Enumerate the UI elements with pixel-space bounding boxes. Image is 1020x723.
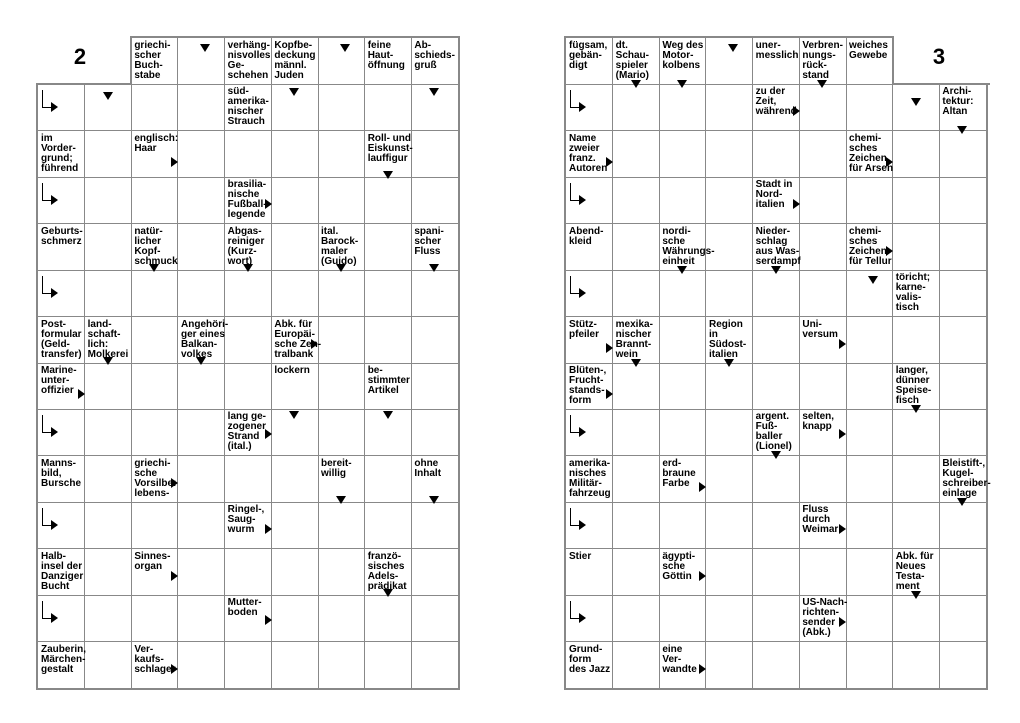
answer-cell[interactable] — [131, 409, 178, 456]
arrow-down-icon — [383, 411, 393, 419]
clue-cell: nordi- sche Währungs- einheit — [659, 224, 706, 271]
clue-cell: im Vorder- grund; führend — [38, 131, 85, 178]
clue-cell: Ver- kaufs- schlager — [131, 642, 178, 689]
answer-cell[interactable] — [318, 642, 365, 689]
arrow-down-icon — [677, 80, 687, 88]
answer-cell[interactable] — [178, 224, 225, 271]
answer-cell[interactable] — [318, 84, 365, 131]
clue-cell: griechi- scher Buch- stabe — [131, 38, 178, 85]
answer-cell[interactable] — [659, 317, 706, 364]
clue-cell: Zauberin, Märchen- gestalt — [38, 642, 85, 689]
answer-cell[interactable] — [178, 363, 225, 410]
clue-cell: Name zweier franz. Autoren — [566, 131, 613, 178]
clue-cell: chemi- sches Zeichen für Tellur — [846, 224, 893, 271]
answer-cell[interactable] — [318, 502, 365, 549]
answer-cell[interactable] — [365, 595, 412, 642]
answer-cell[interactable] — [706, 363, 753, 410]
answer-cell[interactable] — [225, 549, 272, 596]
answer-cell[interactable] — [893, 177, 940, 224]
clue-cell: Stier — [566, 549, 613, 596]
answer-cell[interactable] — [613, 131, 660, 178]
answer-cell[interactable] — [799, 177, 846, 224]
bent-arrow-icon — [42, 90, 62, 114]
right-crossword-grid — [564, 36, 991, 690]
answer-cell[interactable] — [753, 642, 800, 689]
answer-cell[interactable] — [893, 595, 940, 642]
answer-cell[interactable] — [318, 270, 365, 317]
arrow-down-icon — [196, 357, 206, 365]
clue-cell: Archi- tektur: Altan — [939, 84, 986, 131]
answer-cell[interactable] — [85, 595, 132, 642]
arrow-down-icon — [336, 264, 346, 272]
arrow-right-icon — [839, 339, 846, 349]
answer-cell[interactable] — [365, 270, 412, 317]
answer-cell[interactable] — [939, 177, 986, 224]
clue-cell: eine Ver- wandte — [659, 642, 706, 689]
clue-cell: selten, knapp — [799, 409, 846, 456]
answer-cell[interactable] — [846, 502, 893, 549]
clue-cell: erd- braune Farbe — [659, 456, 706, 503]
answer-cell[interactable] — [178, 456, 225, 503]
clue-cell: Abend- kleid — [566, 224, 613, 271]
clue-cell: Kopfbe- deckung männl. Juden — [271, 38, 318, 85]
clue-cell: Abk. für Neues Testa- ment — [893, 549, 940, 596]
answer-cell[interactable] — [799, 131, 846, 178]
answer-cell[interactable] — [659, 502, 706, 549]
answer-cell[interactable] — [753, 502, 800, 549]
answer-cell[interactable] — [613, 224, 660, 271]
arrow-right-icon — [265, 429, 272, 439]
answer-cell[interactable] — [85, 270, 132, 317]
answer-cell[interactable] — [893, 84, 940, 131]
answer-cell[interactable] — [613, 84, 660, 131]
answer-cell[interactable] — [365, 502, 412, 549]
answer-cell[interactable] — [411, 409, 458, 456]
answer-cell[interactable] — [131, 595, 178, 642]
clue-cell: Verbren- nungs- rück- stand — [799, 38, 846, 85]
clue-cell: dt. Schau- spieler (Mario) — [613, 38, 660, 85]
clue-cell: argent. Fuß- baller (Lionel) — [753, 409, 800, 456]
answer-cell[interactable] — [225, 456, 272, 503]
answer-cell[interactable] — [613, 642, 660, 689]
arrow-down-icon — [103, 92, 113, 100]
clue-cell: englisch: Haar — [131, 131, 178, 178]
answer-cell[interactable] — [131, 84, 178, 131]
answer-cell[interactable] — [411, 131, 458, 178]
answer-cell[interactable] — [131, 363, 178, 410]
clue-cell: Marine- unter- offizier — [38, 363, 85, 410]
arrow-right-icon — [265, 199, 272, 209]
arrow-right-icon — [886, 246, 893, 256]
answer-cell[interactable] — [131, 177, 178, 224]
arrow-down-icon — [911, 591, 921, 599]
arrow-right-icon — [699, 571, 706, 581]
answer-cell[interactable] — [799, 456, 846, 503]
clue-cell: amerika- nisches Militär- fahrzeug — [566, 456, 613, 503]
clue-cell: Angehöri- ger eines Balkan- volkes — [178, 317, 225, 364]
arrow-down-icon — [429, 496, 439, 504]
arrow-down-icon — [149, 264, 159, 272]
answer-cell[interactable] — [893, 224, 940, 271]
clue-cell: Uni- versum — [799, 317, 846, 364]
answer-cell[interactable] — [659, 409, 706, 456]
clue-cell: ohne Inhalt — [411, 456, 458, 503]
clue-cell: Bleistift-, Kugel- schreiber- einlage — [939, 456, 986, 503]
arrow-down-icon — [957, 126, 967, 134]
answer-cell[interactable] — [799, 642, 846, 689]
bent-arrow-icon — [42, 415, 62, 439]
answer-cell[interactable] — [271, 642, 318, 689]
arrow-right-icon — [606, 389, 613, 399]
answer-cell[interactable] — [939, 595, 986, 642]
answer-cell[interactable] — [411, 363, 458, 410]
answer-cell[interactable] — [753, 131, 800, 178]
answer-cell[interactable] — [411, 642, 458, 689]
answer-cell[interactable] — [893, 642, 940, 689]
answer-cell[interactable] — [659, 363, 706, 410]
answer-cell[interactable] — [225, 363, 272, 410]
left-crossword-grid — [36, 36, 460, 690]
arrow-down-icon — [289, 411, 299, 419]
answer-cell[interactable] — [846, 177, 893, 224]
clue-cell: zu der Zeit, während — [753, 84, 800, 131]
answer-cell[interactable] — [318, 363, 365, 410]
answer-cell[interactable] — [131, 270, 178, 317]
arrow-down-icon — [289, 88, 299, 96]
arrow-right-icon — [171, 664, 178, 674]
answer-cell[interactable] — [613, 409, 660, 456]
arrow-right-icon — [839, 429, 846, 439]
arrow-down-icon — [911, 98, 921, 106]
answer-cell[interactable] — [411, 270, 458, 317]
answer-cell[interactable] — [318, 131, 365, 178]
arrow-right-icon — [265, 524, 272, 534]
answer-cell[interactable] — [131, 317, 178, 364]
answer-cell[interactable] — [271, 502, 318, 549]
bent-arrow-icon — [570, 601, 590, 625]
answer-cell[interactable] — [411, 595, 458, 642]
answer-cell[interactable] — [318, 317, 365, 364]
arrow-down-icon — [911, 405, 921, 413]
clue-cell: Roll- und Eiskunst- lauffigur — [365, 131, 412, 178]
arrow-down-icon — [728, 44, 738, 52]
answer-cell[interactable] — [411, 502, 458, 549]
clue-cell: süd- amerika- nischer Strauch — [225, 84, 272, 131]
answer-cell[interactable] — [706, 409, 753, 456]
clue-cell: Manns- bild, Bursche — [38, 456, 85, 503]
bent-arrow-icon — [42, 601, 62, 625]
answer-cell[interactable] — [411, 317, 458, 364]
answer-cell[interactable] — [753, 270, 800, 317]
answer-cell[interactable] — [706, 502, 753, 549]
answer-cell[interactable] — [365, 224, 412, 271]
arrow-right-icon — [699, 482, 706, 492]
arrow-right-icon — [793, 106, 800, 116]
answer-cell[interactable] — [85, 131, 132, 178]
clue-cell: lang ge- zogener Strand (ital.) — [225, 409, 272, 456]
clue-cell: Abgas- reiniger (Kurz- wort) — [225, 224, 272, 271]
arrow-right-icon — [839, 524, 846, 534]
answer-cell[interactable] — [225, 131, 272, 178]
answer-cell[interactable] — [178, 595, 225, 642]
answer-cell[interactable] — [365, 317, 412, 364]
answer-cell[interactable] — [178, 502, 225, 549]
clue-cell: franzö- sisches Adels- prädikat — [365, 549, 412, 596]
arrow-down-icon — [771, 266, 781, 274]
bent-arrow-icon — [42, 183, 62, 207]
answer-cell[interactable] — [178, 270, 225, 317]
answer-cell[interactable] — [753, 595, 800, 642]
clue-cell: verhäng- nisvolles Ge- schehen — [225, 38, 272, 85]
answer-cell[interactable] — [753, 456, 800, 503]
clue-cell: ital. Barock- maler (Guido) — [318, 224, 365, 271]
arrow-right-icon — [171, 157, 178, 167]
answer-cell[interactable] — [271, 270, 318, 317]
answer-cell[interactable] — [85, 363, 132, 410]
answer-cell[interactable] — [939, 502, 986, 549]
clue-cell: langer, dünner Speise- fisch — [893, 363, 940, 410]
clue-cell: ägypti- sche Göttin — [659, 549, 706, 596]
arrow-right-icon — [311, 339, 318, 349]
answer-cell[interactable] — [225, 270, 272, 317]
arrow-down-icon — [817, 80, 827, 88]
clue-cell: land- schaft- lich: Molkerei — [85, 317, 132, 364]
answer-cell[interactable] — [706, 642, 753, 689]
bent-arrow-icon — [570, 508, 590, 532]
clue-cell: be- stimmter Artikel — [365, 363, 412, 410]
clue-cell: Ringel-, Saug- wurm — [225, 502, 272, 549]
answer-cell[interactable] — [939, 131, 986, 178]
page-number-right: 3 — [932, 44, 946, 69]
answer-cell[interactable] — [613, 363, 660, 410]
answer-cell[interactable] — [659, 270, 706, 317]
answer-cell[interactable] — [893, 456, 940, 503]
answer-cell[interactable] — [846, 595, 893, 642]
answer-cell[interactable] — [271, 549, 318, 596]
bent-arrow-icon — [570, 415, 590, 439]
clue-cell: Sinnes- organ — [131, 549, 178, 596]
arrow-right-icon — [171, 478, 178, 488]
arrow-right-icon — [699, 664, 706, 674]
answer-cell[interactable] — [85, 549, 132, 596]
bent-arrow-icon — [570, 276, 590, 300]
answer-cell[interactable] — [178, 177, 225, 224]
answer-cell[interactable] — [318, 177, 365, 224]
answer-cell[interactable] — [659, 177, 706, 224]
arrow-right-icon — [606, 157, 613, 167]
clue-cell: Geburts- schmerz — [38, 224, 85, 271]
answer-cell[interactable] — [846, 363, 893, 410]
arrow-down-icon — [771, 451, 781, 459]
answer-cell[interactable] — [613, 502, 660, 549]
clue-cell: Region in Südost- italien — [706, 317, 753, 364]
clue-cell: Halb- insel der Danziger Bucht — [38, 549, 85, 596]
answer-cell[interactable] — [706, 177, 753, 224]
arrow-down-icon — [429, 88, 439, 96]
answer-cell[interactable] — [411, 177, 458, 224]
answer-cell[interactable] — [939, 270, 986, 317]
bent-arrow-icon — [42, 276, 62, 300]
answer-cell[interactable] — [799, 270, 846, 317]
clue-cell: weiches Gewebe — [846, 38, 893, 85]
clue-cell: Nieder- schlag aus Was- serdampf — [753, 224, 800, 271]
answer-cell[interactable] — [613, 549, 660, 596]
answer-cell[interactable] — [85, 224, 132, 271]
answer-cell[interactable] — [613, 270, 660, 317]
answer-cell[interactable] — [706, 595, 753, 642]
answer-cell[interactable] — [178, 642, 225, 689]
answer-cell[interactable] — [613, 595, 660, 642]
arrow-right-icon — [793, 199, 800, 209]
answer-cell[interactable] — [893, 409, 940, 456]
answer-cell[interactable] — [271, 177, 318, 224]
clue-cell: töricht; karne- valis- tisch — [893, 270, 940, 317]
answer-cell[interactable] — [178, 84, 225, 131]
answer-cell[interactable] — [706, 270, 753, 317]
answer-cell[interactable] — [271, 595, 318, 642]
clue-cell: uner- messlich — [753, 38, 800, 85]
answer-cell[interactable] — [225, 642, 272, 689]
answer-cell[interactable] — [799, 224, 846, 271]
clue-cell: feine Haut- öffnung — [365, 38, 412, 85]
clue-cell: Fluss durch Weimar — [799, 502, 846, 549]
answer-cell[interactable] — [846, 456, 893, 503]
arrow-down-icon — [677, 266, 687, 274]
clue-cell: fügsam, gebän- digt — [566, 38, 613, 85]
answer-cell[interactable] — [271, 224, 318, 271]
clue-cell: Blüten-, Frucht- stands- form — [566, 363, 613, 410]
answer-cell[interactable] — [846, 317, 893, 364]
answer-cell[interactable] — [846, 549, 893, 596]
answer-cell[interactable] — [365, 84, 412, 131]
arrow-right-icon — [886, 157, 893, 167]
answer-cell[interactable] — [706, 549, 753, 596]
answer-cell[interactable] — [799, 549, 846, 596]
answer-cell[interactable] — [846, 642, 893, 689]
answer-cell[interactable] — [85, 177, 132, 224]
arrow-right-icon — [171, 571, 178, 581]
arrow-down-icon — [383, 589, 393, 597]
bent-arrow-icon — [42, 508, 62, 532]
answer-cell[interactable] — [365, 642, 412, 689]
answer-cell[interactable] — [706, 131, 753, 178]
arrow-down-icon — [336, 496, 346, 504]
arrow-down-icon — [724, 359, 734, 367]
clue-cell: Weg des Motor- kolbens — [659, 38, 706, 85]
answer-cell[interactable] — [659, 595, 706, 642]
answer-cell[interactable] — [706, 224, 753, 271]
clue-cell: Grund- form des Jazz — [566, 642, 613, 689]
answer-cell[interactable] — [85, 502, 132, 549]
arrow-right-icon — [606, 343, 613, 353]
clue-cell: Stadt in Nord- italien — [753, 177, 800, 224]
page-number-left: 2 — [73, 44, 87, 69]
clue-cell: natür- licher Kopf- schmuck — [131, 224, 178, 271]
clue-cell: US-Nach- richten- sender (Abk.) — [799, 595, 846, 642]
answer-cell[interactable] — [939, 549, 986, 596]
arrow-down-icon — [340, 44, 350, 52]
answer-cell[interactable] — [613, 177, 660, 224]
arrow-down-icon — [200, 44, 210, 52]
arrow-down-icon — [429, 264, 439, 272]
answer-cell[interactable] — [613, 456, 660, 503]
arrow-down-icon — [103, 357, 113, 365]
answer-cell[interactable] — [318, 549, 365, 596]
answer-cell[interactable] — [131, 502, 178, 549]
answer-cell[interactable] — [846, 409, 893, 456]
answer-cell[interactable] — [939, 642, 986, 689]
answer-cell[interactable] — [365, 456, 412, 503]
answer-cell[interactable] — [85, 456, 132, 503]
arrow-down-icon — [868, 276, 878, 284]
answer-cell[interactable] — [939, 224, 986, 271]
answer-cell[interactable] — [893, 317, 940, 364]
arrow-down-icon — [957, 498, 967, 506]
clue-cell: spani- scher Fluss — [411, 224, 458, 271]
answer-cell[interactable] — [178, 549, 225, 596]
answer-cell[interactable] — [706, 456, 753, 503]
clue-cell: lockern — [271, 363, 318, 410]
clue-cell: Mutter- boden — [225, 595, 272, 642]
answer-cell[interactable] — [799, 363, 846, 410]
clue-cell: Abk. für Europäi- sche Zen- tralbank — [271, 317, 318, 364]
clue-cell: mexika- nischer Brannt- wein — [613, 317, 660, 364]
answer-cell[interactable] — [85, 409, 132, 456]
answer-cell[interactable] — [178, 131, 225, 178]
answer-cell[interactable] — [271, 456, 318, 503]
answer-cell[interactable] — [365, 177, 412, 224]
arrow-down-icon — [243, 264, 253, 272]
bent-arrow-icon — [570, 90, 590, 114]
answer-cell[interactable] — [939, 363, 986, 410]
arrow-right-icon — [78, 389, 85, 399]
answer-cell[interactable] — [85, 642, 132, 689]
answer-cell[interactable] — [939, 317, 986, 364]
answer-cell[interactable] — [318, 595, 365, 642]
answer-cell[interactable] — [846, 84, 893, 131]
answer-cell[interactable] — [659, 84, 706, 131]
clue-cell: Post- formular (Geld- transfer) — [38, 317, 85, 364]
clue-cell: chemi- sches Zeichen für Arsen — [846, 131, 893, 178]
arrow-right-icon — [839, 617, 846, 627]
clue-cell: Ab- schieds- gruß — [411, 38, 458, 85]
answer-cell[interactable] — [799, 84, 846, 131]
arrow-down-icon — [631, 80, 641, 88]
answer-cell[interactable] — [659, 131, 706, 178]
arrow-down-icon — [383, 171, 393, 179]
answer-cell[interactable] — [893, 131, 940, 178]
answer-cell[interactable] — [939, 409, 986, 456]
clue-cell: brasilia- nische Fußball- legende — [225, 177, 272, 224]
answer-cell[interactable] — [178, 409, 225, 456]
answer-cell[interactable] — [753, 549, 800, 596]
answer-cell[interactable] — [893, 502, 940, 549]
answer-cell[interactable] — [753, 363, 800, 410]
bent-arrow-icon — [570, 183, 590, 207]
arrow-down-icon — [631, 359, 641, 367]
clue-cell: Stütz- pfeiler — [566, 317, 613, 364]
clue-cell: griechi- sche Vorsilbe: lebens- — [131, 456, 178, 503]
clue-cell: bereit- willig — [318, 456, 365, 503]
answer-cell[interactable] — [271, 131, 318, 178]
answer-cell[interactable] — [225, 317, 272, 364]
answer-cell[interactable] — [318, 409, 365, 456]
answer-cell[interactable] — [706, 84, 753, 131]
arrow-right-icon — [265, 615, 272, 625]
answer-cell[interactable] — [753, 317, 800, 364]
answer-cell[interactable] — [411, 549, 458, 596]
